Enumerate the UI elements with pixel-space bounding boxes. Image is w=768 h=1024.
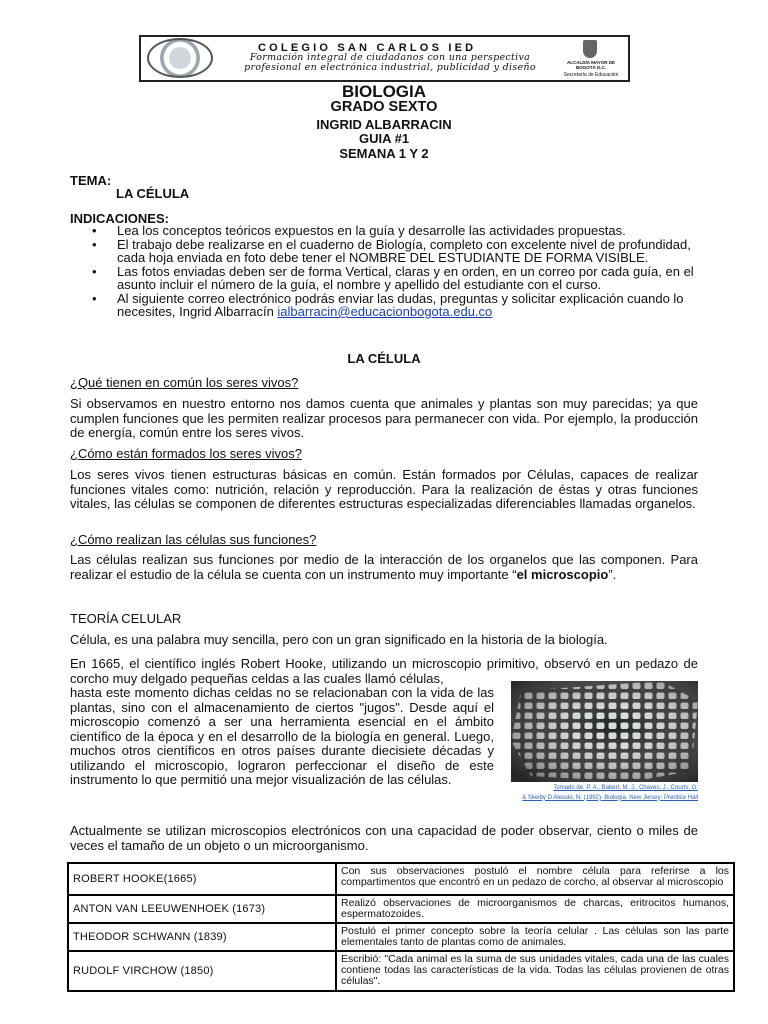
indicaciones-list [70, 224, 710, 319]
question-1: ¿Qué tienen en común los seres vivos? [70, 375, 299, 390]
teacher-name: INGRID ALBARRACIN [316, 117, 452, 132]
scientist-name: THEODOR SCHWANN (1839) [68, 923, 336, 951]
grade-title: GRADO SEXTO [330, 99, 438, 115]
question-2: ¿Cómo están formados los seres vivos? [70, 446, 302, 461]
section-title: LA CÉLULA [347, 351, 421, 366]
scientist-name: ROBERT HOOKE(1665) [68, 863, 336, 895]
school-logo-icon [147, 38, 213, 78]
microscope-term: el microscopio [516, 566, 609, 582]
scientist-contribution: Escribió: "Cada animal es la suma de sus unidades vitales, cada una de las cuales contiene todas las características de la vida. Todas las células provienen de otras células". [336, 951, 734, 991]
cork-cells-image [511, 681, 698, 782]
table-row [68, 863, 734, 895]
list-item: • Las fotos enviadas deben ser de forma Vertical, claras y en orden, en un correo por cada guía, en el asunto incluir el número de la guía, el nombre y apellido del estudiante con el curso. [70, 265, 710, 292]
scientist-contribution: Realizó observaciones de microorganismos de charcas, eritrocitos humanos, espermatozoides. [336, 895, 734, 923]
paragraph-5-lead: En 1665, el científico inglés Robert Hooke, utilizando un microscopio primitivo, observó en un pedazo de corcho muy delgado pequeñas celdas a las cuales llamó células, [70, 656, 698, 686]
week-label: SEMANA 1 Y 2 [339, 146, 429, 161]
indicaciones-label: INDICACIONES: [70, 211, 169, 226]
list-item: • Al siguiente correo electrónico podrás enviar las dudas, preguntas y solicitar explicación cuando lo necesites, Ingrid Albarracín ialbarracin@educacionbogota.edu.co [70, 292, 710, 319]
list-item: • Lea los conceptos teóricos expuestos en la guía y desarrolle las actividades propuestas. [70, 224, 710, 238]
image-caption[interactable]: Tomado de: P. A., Babert, M. J., Chaves, J., Courts, G. & Skelby D Alessio, N. (1992). Biología. New Jersey: Prentice Hall [522, 785, 698, 801]
paragraph-3: Las células realizan sus funciones por medio de la interacción de los organelos que las componen. Para realizar el estudio de la célula se cuenta con un instrumento muy importante “el microscopio”. [70, 552, 698, 582]
subject-title: BIOLOGIA [341, 82, 427, 101]
paragraph-2: Los seres vivos tienen estructuras básicas en común. Están formados por Células, capaces de realizar funciones vitales como: nutrición, relación y reproducción. Para la realización de éstas y otras funciones vitales, las células se componen de diferentes estructuras especializadas diferenciables llamadas organelos. [70, 467, 698, 511]
teoria-title: TEORÍA CELULAR [70, 611, 182, 626]
motto-line-2: profesional en electrónica industrial, publicidad y diseño [244, 62, 536, 73]
motto-line-1: Formación integral de ciudadanos con una perspectiva [249, 52, 531, 63]
alcaldia-label: ALCALDÍA MAYOR DE BOGOTÁ D.C. [567, 60, 615, 70]
table-row [68, 923, 734, 951]
school-name: COLEGIO SAN CARLOS IED [258, 42, 477, 54]
guide-number: GUIA #1 [358, 131, 410, 146]
paragraph-5-rest: hasta este momento dichas celdas no se relacionaban con la vida de las plantas, sino con el almacenamiento de ciertos "jugos". Desde aquí el microscopio comenzó a ser una herramienta esencial en el ámbito científico de la época y en el desarrollo de la biología en general. Luego, muchos otros científicos en otros países durante diecisiete décadas y utilizando el microscopio, lograron perfeccionar el diseño de este instrumento lo que permitió una mejor visualización de las células. [70, 685, 494, 787]
list-item: • El trabajo debe realizarse en el cuaderno de Biología, completo con excelente nivel de profundidad, cada hoja enviada en foto debe tener el NOMBRE DEL ESTUDIANTE DE FORMA VISIBLE. [70, 238, 710, 265]
tema-label: TEMA: [70, 173, 112, 188]
paragraph-6: Actualmente se utilizan microscopios electrónicos con una capacidad de poder observar, ciento o miles de veces el tamaño de un objeto o un microorganismo. [70, 823, 698, 853]
question-3: ¿Cómo realizan las células sus funciones? [70, 532, 317, 547]
scientist-contribution: Postuló el primer concepto sobre la teoría celular . Las células son las parte elementales tanto de plantas como de animales. [336, 923, 734, 951]
table-row [68, 895, 734, 923]
scientist-name: RUDOLF VIRCHOW (1850) [68, 951, 336, 991]
paragraph-4: Célula, es una palabra muy sencilla, pero con un gran significado en la historia de la biología. [70, 632, 608, 647]
scientist-name: ANTON VAN LEEUWENHOEK (1673) [68, 895, 336, 923]
table-row [68, 951, 734, 991]
tema-value: LA CÉLULA [116, 186, 190, 201]
paragraph-1: Si observamos en nuestro entorno nos damos cuenta que animales y plantas son muy parecidas; ya que cumplen funciones que les permiten realizar procesos para permanecer con vida. Por ejemplo, la producción de energía, común entre los seres vivos. [70, 396, 698, 440]
scientist-contribution: Con sus observaciones postuló el nombre célula para referirse a los compartimentos que encontró en un pedazo de corcho, al observar al microscopio [336, 863, 734, 895]
secretaria-label: Secretaría de Educación [563, 72, 619, 78]
school-motto [220, 53, 560, 73]
scientists-table [67, 862, 735, 992]
bogota-crest-icon [583, 40, 597, 58]
email-link[interactable]: ialbarracin@educacionbogota.edu.co [277, 304, 493, 319]
